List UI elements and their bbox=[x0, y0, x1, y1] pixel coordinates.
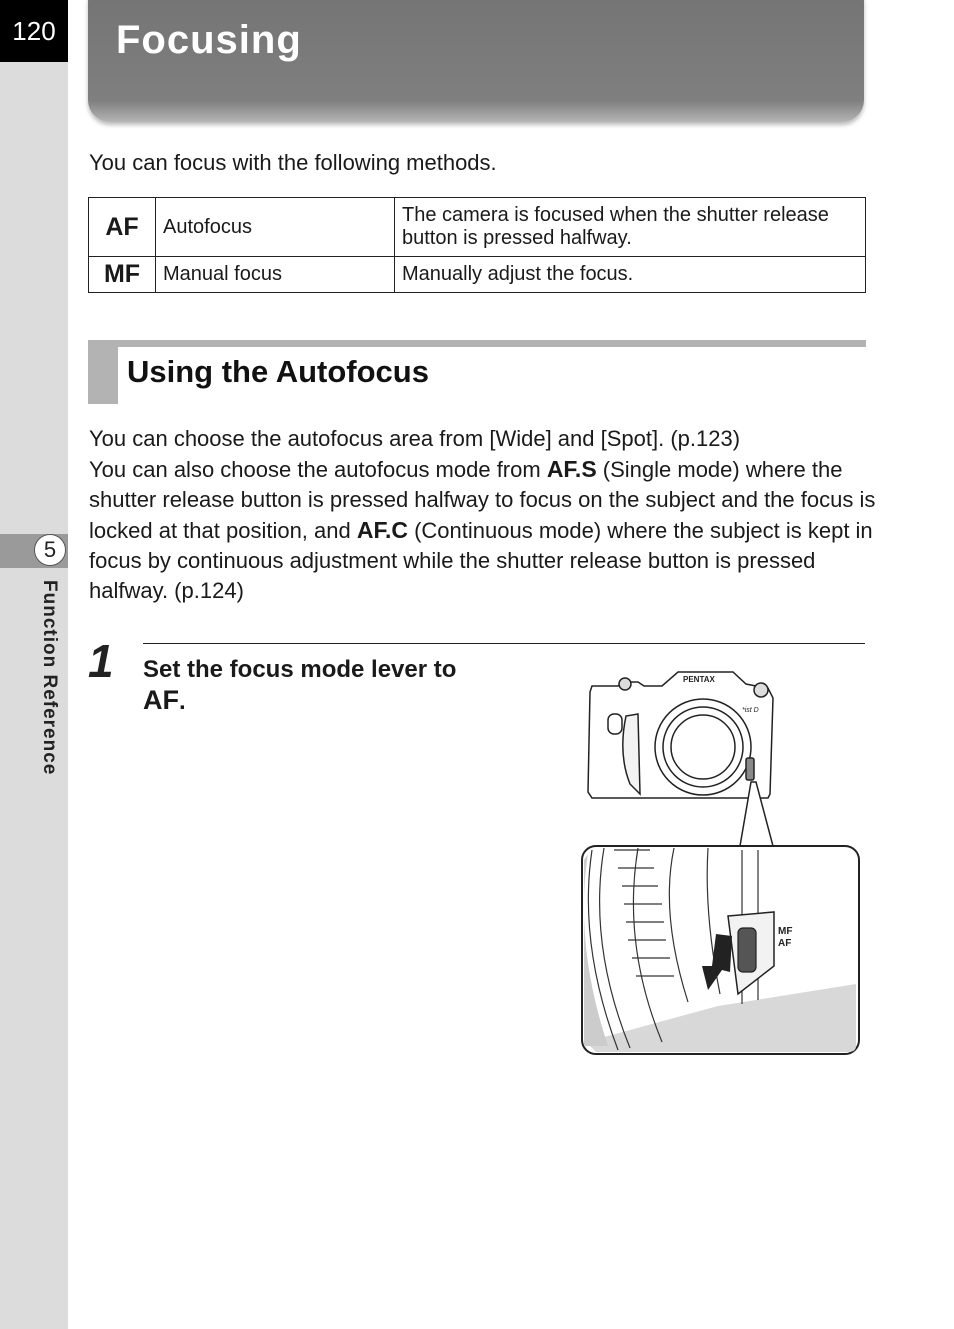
method-symbol: AF bbox=[89, 198, 156, 257]
af-s-symbol: AF.S bbox=[546, 456, 597, 482]
step-rule bbox=[143, 643, 865, 644]
closeup-panel bbox=[582, 846, 859, 1054]
page-title: Focusing bbox=[116, 18, 302, 62]
camera-body bbox=[588, 672, 773, 798]
method-description: Manually adjust the focus. bbox=[395, 257, 866, 293]
chapter-label: Function Reference bbox=[39, 580, 60, 776]
text-run: (Continuous mode) where the subject is kept in focus by continuous adjustment while the shutter release button is pressed halfway. (p.124) bbox=[89, 518, 873, 603]
section-body bbox=[89, 424, 879, 606]
page-number: 120 bbox=[0, 0, 68, 62]
section-marker bbox=[88, 340, 118, 404]
step-text: Set the focus mode lever to bbox=[143, 656, 457, 683]
brand-label: PENTAX bbox=[683, 675, 715, 684]
step-number: 1 bbox=[88, 635, 114, 687]
paragraph-autofocus-area: You can choose the autofocus area from [Wide] and [Spot]. (p.123) bbox=[89, 426, 741, 451]
model-label: *ist D bbox=[742, 707, 759, 714]
section-rule bbox=[88, 340, 866, 347]
section-title: Using the Autofocus bbox=[127, 354, 429, 389]
table-row bbox=[89, 198, 866, 257]
lever-af-label: AF bbox=[778, 938, 792, 949]
paragraph-autofocus-mode bbox=[89, 454, 879, 606]
focus-methods-table bbox=[88, 197, 866, 293]
table-row bbox=[89, 257, 866, 293]
text-run: You can also choose the autofocus mode from bbox=[89, 457, 547, 482]
intro-text: You can focus with the following methods. bbox=[89, 150, 497, 175]
lever-mf-label: MF bbox=[778, 926, 793, 937]
method-name: Manual focus bbox=[156, 257, 395, 293]
camera-illustration bbox=[578, 654, 868, 1059]
af-c-symbol: AF.C bbox=[356, 517, 408, 543]
method-symbol: MF bbox=[89, 257, 156, 293]
chapter-number: 5 bbox=[34, 534, 66, 566]
method-name: Autofocus bbox=[156, 198, 395, 257]
af-symbol: AF bbox=[143, 685, 179, 715]
step-instruction bbox=[143, 654, 513, 717]
text-run: (Single mode) where the shutter release button is pressed halfway to focus on the subject and the focus is locked at that position, and bbox=[89, 457, 876, 543]
method-description: The camera is focused when the shutter release button is pressed halfway. bbox=[395, 198, 866, 257]
step-period: . bbox=[179, 688, 186, 715]
